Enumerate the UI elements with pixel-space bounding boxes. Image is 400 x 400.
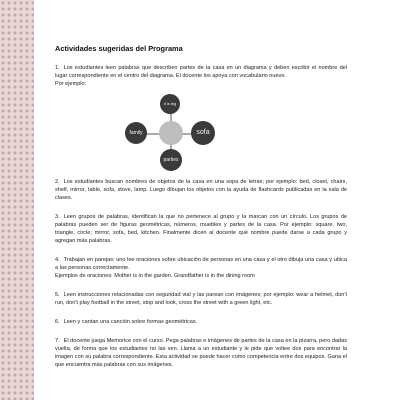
- diagram-node-top: it is big: [160, 94, 180, 114]
- house-word-diagram: [125, 94, 221, 170]
- side-dot-pattern: [0, 0, 34, 400]
- activity-7-text: 7. El docente juega Memorice con el curso. Pega palabras e imágenes de partes de la casa en la pizarra, pero dadas vuelta, de forma que los estudiantes no las ven. Llama a un estudiante y le pide que voltee dos para encontrar la imagen con su palabra correspondiente. Esta actividad se puede hacer como competencia entre dos equipos. Gana el que encuentra más palabras con sus imágenes.: [55, 338, 347, 368]
- page-title: Actividades sugeridas del Programa: [55, 44, 183, 53]
- activity-4-examples: Ejemplos de oraciones: Mother is in the garden. Grandfather is in the dining room: [55, 273, 255, 279]
- activity-number: 3.: [55, 214, 60, 220]
- activity-6-text: 6. Leen y cantan una canción sobre formas geométricas.: [55, 319, 198, 325]
- activity-3: [55, 213, 347, 245]
- activity-4: [55, 256, 347, 280]
- activity-4-text: 4. Trabajan en parejas: uno lee oraciones sobre ubicación de personas en una casa y el otro dibuja una casa y ubica a las personas correctamente.: [55, 257, 347, 271]
- diagram-node-center: [159, 121, 183, 145]
- activity-number: 1.: [55, 65, 60, 71]
- activity-2: [55, 178, 347, 202]
- activity-1: [55, 64, 347, 88]
- activity-5: [55, 291, 347, 307]
- diagram-node-bottom: parties: [160, 149, 182, 171]
- activity-2-text: 2. Los estudiantes buscan nombres de objetos de la casa en una sopa de letras; por ejemplo: bed, closet, chairs, shelf, mirror, table, sofa, stove, lamp. Luego dibujan los objetos con la ayuda de flashcards publicadas en la sala de clases.: [55, 179, 347, 201]
- diagram-node-left: family: [125, 122, 147, 144]
- activity-number: 6.: [55, 319, 60, 325]
- activity-5-text: 5. Leen instrucciones relacionadas con seguridad vial y las parean con imágenes; por ejemplo: wear a helmet, don't run, don't play football in the street, stop and look, cross the street with a green light, etc.: [55, 292, 347, 306]
- activity-7: [55, 337, 347, 369]
- activity-number: 5.: [55, 292, 60, 298]
- diagram-node-right: sofa: [191, 121, 215, 145]
- page-content: [55, 44, 347, 380]
- activity-1-example-label: Por ejemplo:: [55, 81, 87, 87]
- activity-6: [55, 318, 347, 326]
- activity-1-text: 1. Los estudiantes leen palabras que describen partes de la casa en un diagrama y deben escribir el nombre del lugar correspondiente en el centro del diagrama. El docente los apoya con vocabulario nuevo.: [55, 65, 347, 79]
- activity-number: 2.: [55, 179, 60, 185]
- activity-3-text: 3. Leen grupos de palabras, identifican la que no pertenece al grupo y la marcan con un círculo. Los grupos de palabras pueden ser de figuras geométricas, números, muebles y partes de la casa. Por ejemplo: square, two, triangle, circle; mirror, sofa, bed, kitchen. Finalmente dicen al docente qué nombre puede darse a cada grupo y agregan más palabras.: [55, 214, 347, 244]
- activity-number: 4.: [55, 257, 60, 263]
- activity-number: 7.: [55, 338, 60, 344]
